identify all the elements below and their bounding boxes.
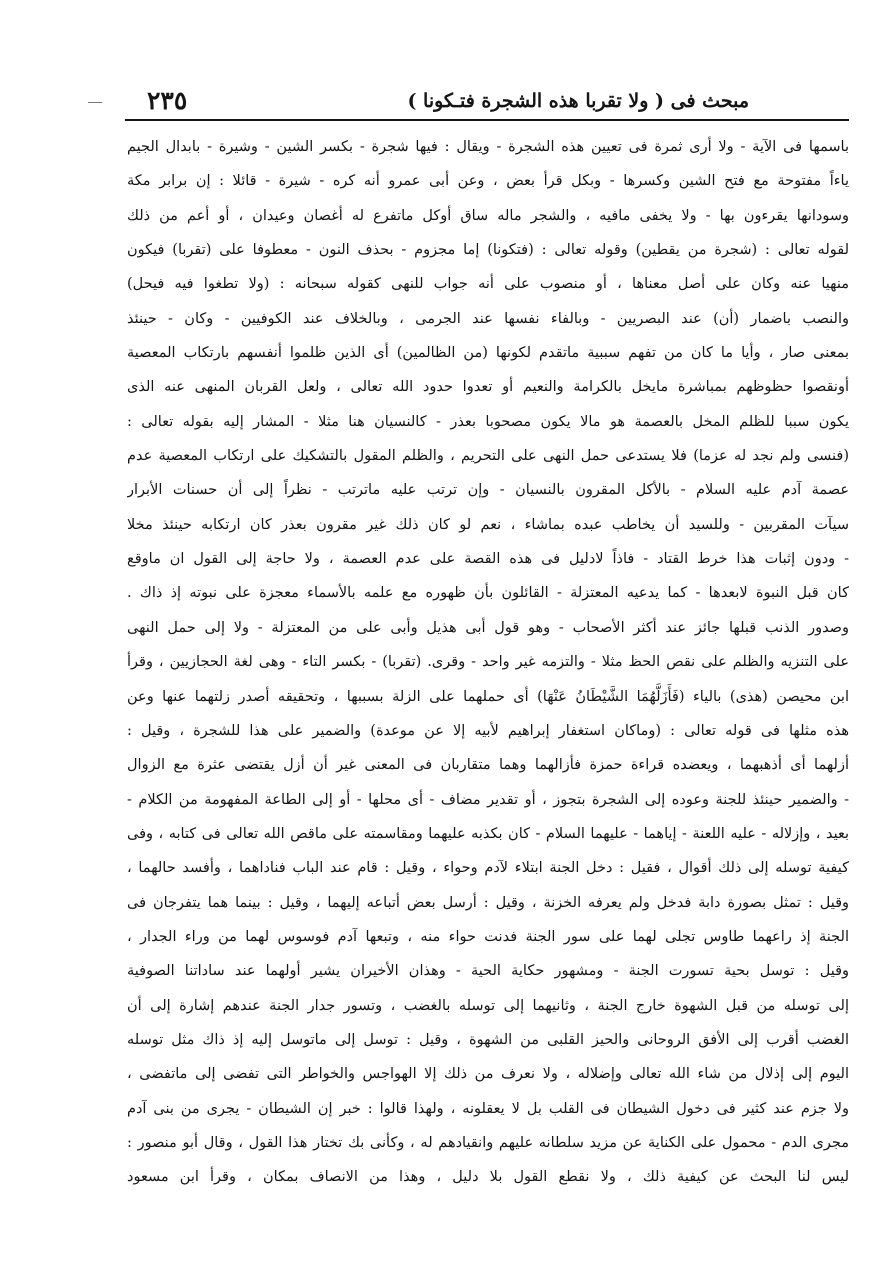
body-text [127,130,849,1195]
text-line: وقيل : توسل بحية تسورت الجنة - ومشهور حكاية الحية - وهذان الأخيران يشير أولهما عند ساداتنا الصوفية [127,963,849,980]
text-line: بمعنى صار ، وأيا ما كان من تفهم سببية ماتقدم لكونها (من الظالمين) أى الذين ظلموا أنفسهم بارتكاب المعصية [127,345,849,362]
text-line: وصدور الذنب قبلها جائز عند أكثر الأصحاب - وهو قول أبى هذيل وأبى على من المعتزلة - ولا إلى حمل النهى [127,619,849,636]
text-line: أزلهما أى أذهبهما ، ويعضده قراءة حمزة فأزالهما وهما متقاربان فى المعنى غير أن أزل يقتضى عثرة مع الزوال [127,757,849,774]
text-line: على التنزيه والظلم على نقص الحظ مثلا - والتزمه غير واحد - وقرى. (تقربا) - بكسر التاء - وهى لغة الحجازيين ، وقرأ [127,654,849,671]
running-title: مبحث فى ( ولا تقربا هذه الشجرة فتـكونا ) [407,90,749,112]
text-line: يكون سببا للظلم المخل بالعصمة هو مالا يكون مصحوبا بعذر - كالنسيان هنا مثلا - المشار إليه بقوله تعالى : [127,413,849,430]
text-line: باسمها فى الآية - ولا أرى ثمرة فى تعيين هذه الشجرة - ويقال : فيها شجرة - بكسر الشين - وشيرة - بابدال الجيم [127,139,849,155]
text-line: ابن محيصن (هذى) بالياء (فَأَزَلَّهُمَا الشَّيْطَانُ عَنْهَا) أى حملهما على الزلة بسببها ، وتحقيقه أصدر زلتهما عنها وعن [127,688,849,705]
text-line: منهيا عنه وكان على أصل معناها ، أو منصوب على أنه جواب للنهى كقوله سبحانه : (ولا تطغوا فيه فيحل) [127,276,849,293]
running-header [125,86,849,120]
text-line: ولا جزم عند كثير فى دخول الشيطان فى القلب بل لا يعقلونه ، ولهذا قالوا : خبر إن الشيطان - يجرى من بنى آدم [127,1100,849,1117]
text-line: سيآت المقربين - وللسيد أن يخاطب عبده بماشاء ، نعم لو كان ذلك غير مقرون بعذر كان ارتكابه حينئذ مخلا [127,516,849,533]
text-line: ياءاً مفتوحة مع فتح الشين وكسرها - وبكل قرأ بعض ، وعن أبى عمرو أنه كره - شيرة - قائلا : إن برابر مكة [127,173,849,190]
text-line: إلى توسله من قبل الشهوة خارج الجنة ، وثانيهما إلى توسله بالغضب ، وتسور جدار الجنة عندهم إشارة إلى أن [127,997,849,1014]
text-line: الجنة إذ راعهما طاوس تجلى لهما على سور الجنة فدنت حواء منه ، وتبعها آدم فوسوس لهما من وراء الجدار ، [127,928,849,945]
text-line: - ودون إثبات هذا خرط القتاد - فاذاً لادليل فى هذه القصة على عدم العصمة ، ولا حاجة إلى القول ان ماوقع [127,551,849,568]
text-line: مجرى الدم - محمول على الكناية عن مزيد سلطانه عليهم وانقيادهم له ، وكأنى بك تختار هذا القول ، وقال أبو منصور : [127,1134,849,1151]
text-line: بعيد ، وإزلاله - عليه اللعنة - إياهما - عليهما السلام - كان بكذبه عليهما ومقاسمته على ماقص الله تعالى فى كتابه ، وفى [127,825,849,842]
text-line: - والضمير حينئذ للجنة وعوده إلى الشجرة بتجوز ، أو تقدير مضاف - أى محلها - أو إلى الطاعة المفهومة من الكلام - [127,791,849,808]
text-line: لقوله تعالى : (شجرة من يقطين) وقوله تعالى : (فتكونا) إما مجزوم - بحذف النون - معطوفا على (تقربا) فيكون [127,242,849,259]
page-number: ٢٣٥ [147,86,188,115]
text-line: هذه مثلها فى قوله تعالى : (وماكان استغفار إبراهيم لأبيه إلا عن موعدة) والضمير على هذا للشجرة ، وقيل : [127,722,849,739]
text-line: الغضب أقرب إلى الأفق الروحانى والحيز القلبى من الشهوة ، وقيل : توسل إلى ماتوسل إليه إذ ذاك مثل توسله [127,1031,849,1048]
margin-mark [88,102,102,103]
header-rule [125,119,849,121]
text-line: (فنسى ولم نجد له عزما) فلا يستدعى حمل النهى على التحريم ، والظلم المقول بالتشكيك على ارتكاب المعصية عدم [127,448,849,465]
text-line: والنصب باضمار (أن) عند البصريين - وبالفاء نفسها عند الجرمى ، وبالخلاف عند الكوفيين - وكان - حينئذ [127,310,849,327]
text-line: اليوم إلى إذلال من شاء الله تعالى وإضلاله ، ولا نعرف من ذلك إلا الهواجس والخواطر التى تفضى إلى ماتفضى ، [127,1066,849,1083]
text-line: كيفية توسله إلى ذلك أقوال ، فقيل : دخل الجنة ابتلاء لآدم وحواء ، وقيل : قام عند الباب فناداهما ، وأفسد حالهما ، [127,860,849,877]
text-line: وقيل : تمثل بصورة دابة فدخل ولم يعرفه الخزنة ، وقيل : أرسل بعض أتباعه إليهما ، وقيل : بينما هما يتفرجان فى [127,894,849,911]
text-line: وسودانها يقرءون بها - ولا يخفى مافيه ، والشجر ماله ساق أوكل ماتفرع له أغصان وعيدان ، أو أعم من ذلك [127,207,849,224]
text-line: ليس لنا البحث عن كيفية ذلك ، ولا نقطع القول بلا دليل ، وهذا من الانصاف بمكان ، وقرأ ابن مسعود [127,1169,849,1186]
text-line: أونقصوا حظوظهم بمباشرة مايخل بالكرامة والنعيم أو تعدوا حدود الله تعالى ، ولعل القربان المنهى عنه الذى [127,379,849,396]
text-line: عصمة آدم عليه السلام - بالأكل المقرون بالنسيان - وإن ترتب عليه ماترتب - نظراً إلى أن حسنات الأبرار [127,482,849,499]
text-line: كان قبل النبوة لابعدها - كما يدعيه المعتزلة - القائلون بأن ظهوره مع علمه بالأسماء معجزة على نبوته إذ ذاك . [127,585,849,602]
